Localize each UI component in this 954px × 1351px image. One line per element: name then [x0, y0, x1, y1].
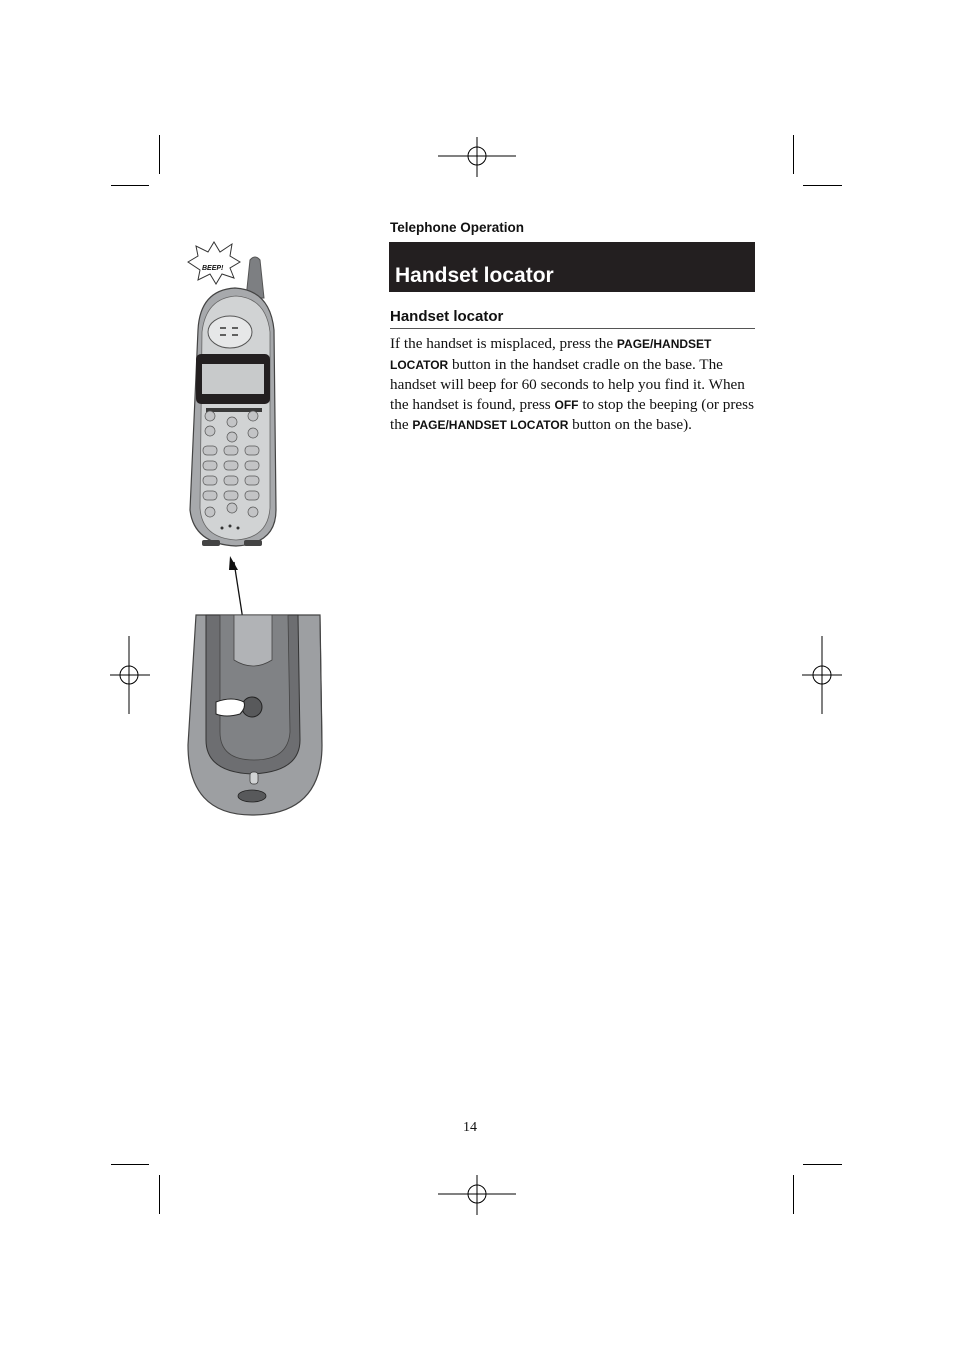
page-handset-locator-keyword-2: PAGE/HANDSET LOCATOR: [412, 418, 569, 432]
subheading: Handset locator: [390, 308, 755, 329]
base-shape: [188, 615, 322, 815]
paragraph-text-3: to stop the beeping (or press the: [390, 395, 754, 433]
page-title: Handset locator: [395, 264, 554, 287]
registration-mark-right: [802, 636, 842, 714]
paragraph-text-4: button on the base).: [568, 416, 692, 433]
page-handset-locator-keyword-1: PAGE/HANDSET LOCATOR: [390, 337, 712, 372]
handset-shape: [190, 288, 276, 546]
title-bar: [389, 242, 755, 292]
page-number: 14: [463, 1120, 477, 1135]
handset-and-base-illustration: [180, 240, 325, 820]
registration-mark-left: [110, 636, 150, 714]
beep-label: BEEP!: [202, 265, 224, 272]
off-keyword: OFF: [554, 397, 579, 412]
registration-mark-top: [438, 137, 516, 177]
paragraph-text-2: button in the handset cradle on the base. The handset will beep for 60 seconds to help you find it. When the handset is found, press: [390, 355, 745, 413]
beep-burst-icon: [188, 242, 240, 284]
instruction-paragraph: [390, 334, 762, 436]
section-label: Telephone Operation: [390, 220, 525, 235]
paragraph-text-1: If the handset is misplaced, press the: [390, 335, 617, 352]
registration-mark-bottom: [438, 1175, 516, 1215]
